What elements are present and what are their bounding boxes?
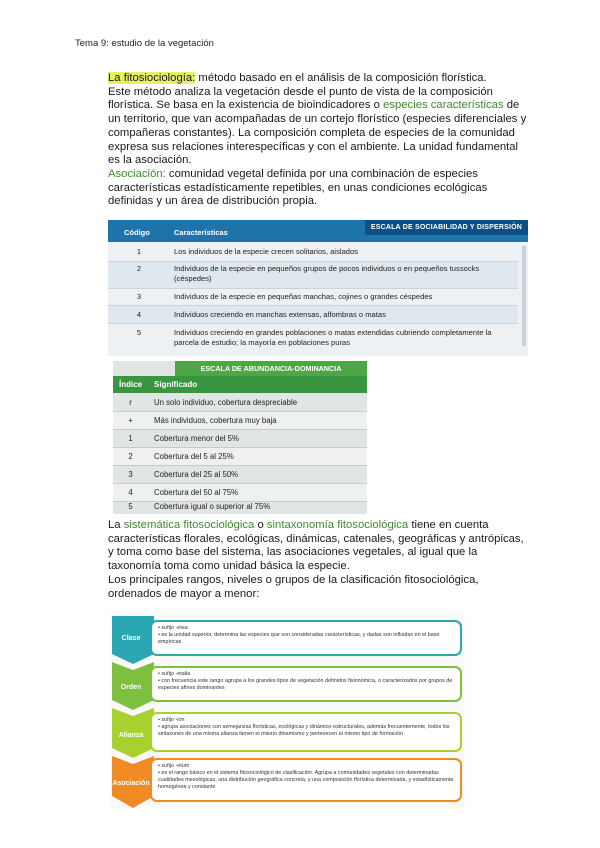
term-asociacion: Asociación: xyxy=(108,167,166,180)
col-caracteristicas: Características xyxy=(174,228,228,237)
level-orden-box: • sufijo -etalia • con frecuencia este rango agrupa a los grandes tipos de vegetación definidos fisionómica, o caracterizados por grupos de especies afines dominantes xyxy=(150,666,462,702)
hierarchy-diagram xyxy=(110,612,465,808)
level-orden: Orden • sufijo -etalia • con frecuencia este rango agrupa a los grandes tipos de vegetación definidos fisionómica, o caracterizados por grupos de especies afines dominantes xyxy=(110,662,465,706)
level-asociacion: Asociación • sufijo -etum • es el rango básico en el sistema fitosociológico de clasificación. Agrupa a comunidades vegetales con determinadas cualidades mesológicas, una distribución geográfica concreta, y una composición florística determinada, y estadísticamente homogénea y constante xyxy=(110,756,465,806)
abundance-title-badge: ESCALA DE ABUNDANCIA-DOMINANCIA xyxy=(175,361,367,376)
page-header: Tema 9: estudio de la vegetación xyxy=(75,38,214,49)
level-clase-box: • sufijo -etea • es la unidad superior, determina las especies que son consideradas características, y dadas son influidas en el base empíricas xyxy=(150,620,462,656)
term-especies-caracteristicas: especies características xyxy=(383,99,504,112)
level-asociacion-box: • sufijo -etum • es el rango básico en el sistema fitosociológico de clasificación. Agrupa a comunidades vegetales con determinadas cualidades mesológicas, una distribución geográfica concreta, y una composición florística determinada, y estadísticamente homogénea y constante xyxy=(150,758,462,802)
term-fitosociologia: La fitosiociología: xyxy=(108,72,196,84)
table-row: 4 Cobertura del 50 al 75% xyxy=(113,484,367,502)
sociability-title-badge: ESCALA DE SOCIABILIDAD Y DISPERSIÓN xyxy=(365,220,528,235)
sociability-table xyxy=(108,220,528,356)
abundance-table xyxy=(113,361,367,514)
scrollbar-decoration xyxy=(522,246,526,346)
level-clase: Clase • sufijo -etea • es la unidad superior, determina las especies que son consideradas características, y dadas son influidas en el base empíricas xyxy=(110,616,465,660)
level-alianza: Alianza • sufijo -ion • agrupa asociaciones con semejanzas florísticas, ecológicas y dinámico-estructurales, además frecuentemente, todos los sintaxones de una misma alianza tienen el mismo dinamismo y pertenecen al mismo tipo de formación xyxy=(110,708,465,754)
intro-block xyxy=(108,72,528,209)
table-row: 2 Individuos de la especie en pequeños grupos de pocos individuos o en pequeños tussocks (céspedes) xyxy=(108,262,518,289)
intro-lead: La fitosiociología: método basado en el análisis de la composición florística. xyxy=(108,72,487,84)
col-significado: Significado xyxy=(154,380,198,389)
intro-paragraph: Este método analiza la vegetación desde el punto de vista de la composición florística. Se basa en la existencia de bioindicadores o especies características de un territorio, que van acompañadas de un cortejo florístico (especies diferenciales y compañeras constantes). La composición completa de especies de la comunidad expresa sus relaciones interespecíficas y con el ambiente. La unidad fundamental es la asociación. xyxy=(108,85,527,167)
table-row: 1 Los individuos de la especie crecen solitarios, aislados xyxy=(108,247,518,262)
term-sintaxonomia: sintaxonomía fitosociológica xyxy=(266,519,409,531)
table-row: r Un solo individuo, cobertura despreciable xyxy=(113,394,367,412)
table-row: 4 Individuos creciendo en manchas extensas, alfombras o matas xyxy=(108,306,518,324)
table-row: 3 Individuos de la especie en pequeñas manchas, cojines o grandes céspedes xyxy=(108,289,518,306)
term-sistematica: sistemática fitosociológica xyxy=(123,519,255,531)
table-row: + Más individuos, cobertura muy baja xyxy=(113,412,367,430)
table-row: 1 Cobertura menor del 5% xyxy=(113,430,367,448)
table-row: 5 Cobertura igual o superior al 75% xyxy=(128,502,271,511)
table-row: 2 Cobertura del 5 al 25% xyxy=(113,448,367,466)
systematics-paragraph: La sistemática fitosociológica o sintaxonomía fitosociológica tiene en cuenta características florales, ecológicas, dinámicas, catenales, geográficas y antrópicas, y toma como base del sistema, las asociaciones vegetales, al igual que la taxonomía toma como unidad básica la especie. xyxy=(108,519,524,573)
ranks-intro: Los principales rangos, niveles o grupos de la clasificación fitosociológica, ordenados de mayor a menor: xyxy=(108,573,479,600)
col-indice: Índice xyxy=(119,380,143,389)
table-row: 3 Cobertura del 25 al 50% xyxy=(113,466,367,484)
col-codigo: Código xyxy=(124,228,150,237)
asociacion-definition: Asociación: comunidad vegetal definida por una combinación de especies características estadísticamente repetibles, en unas condiciones ecológicas definidas y un área de distribución propia. xyxy=(108,167,488,208)
abundance-table-header xyxy=(113,376,367,393)
level-alianza-box: • sufijo -ion • agrupa asociaciones con semejanzas florísticas, ecológicas y dinámico-estructurales, además frecuentemente, todos los sintaxones de una misma alianza tienen el mismo dinamismo y pertenecen al mismo tipo de formación xyxy=(150,712,462,752)
systematics-block xyxy=(108,519,528,601)
table-row: 5 Individuos creciendo en grandes poblaciones o matas extendidas cubriendo completamente la parcela de estudio; la mayoría en poblaciones puras xyxy=(136,328,492,347)
